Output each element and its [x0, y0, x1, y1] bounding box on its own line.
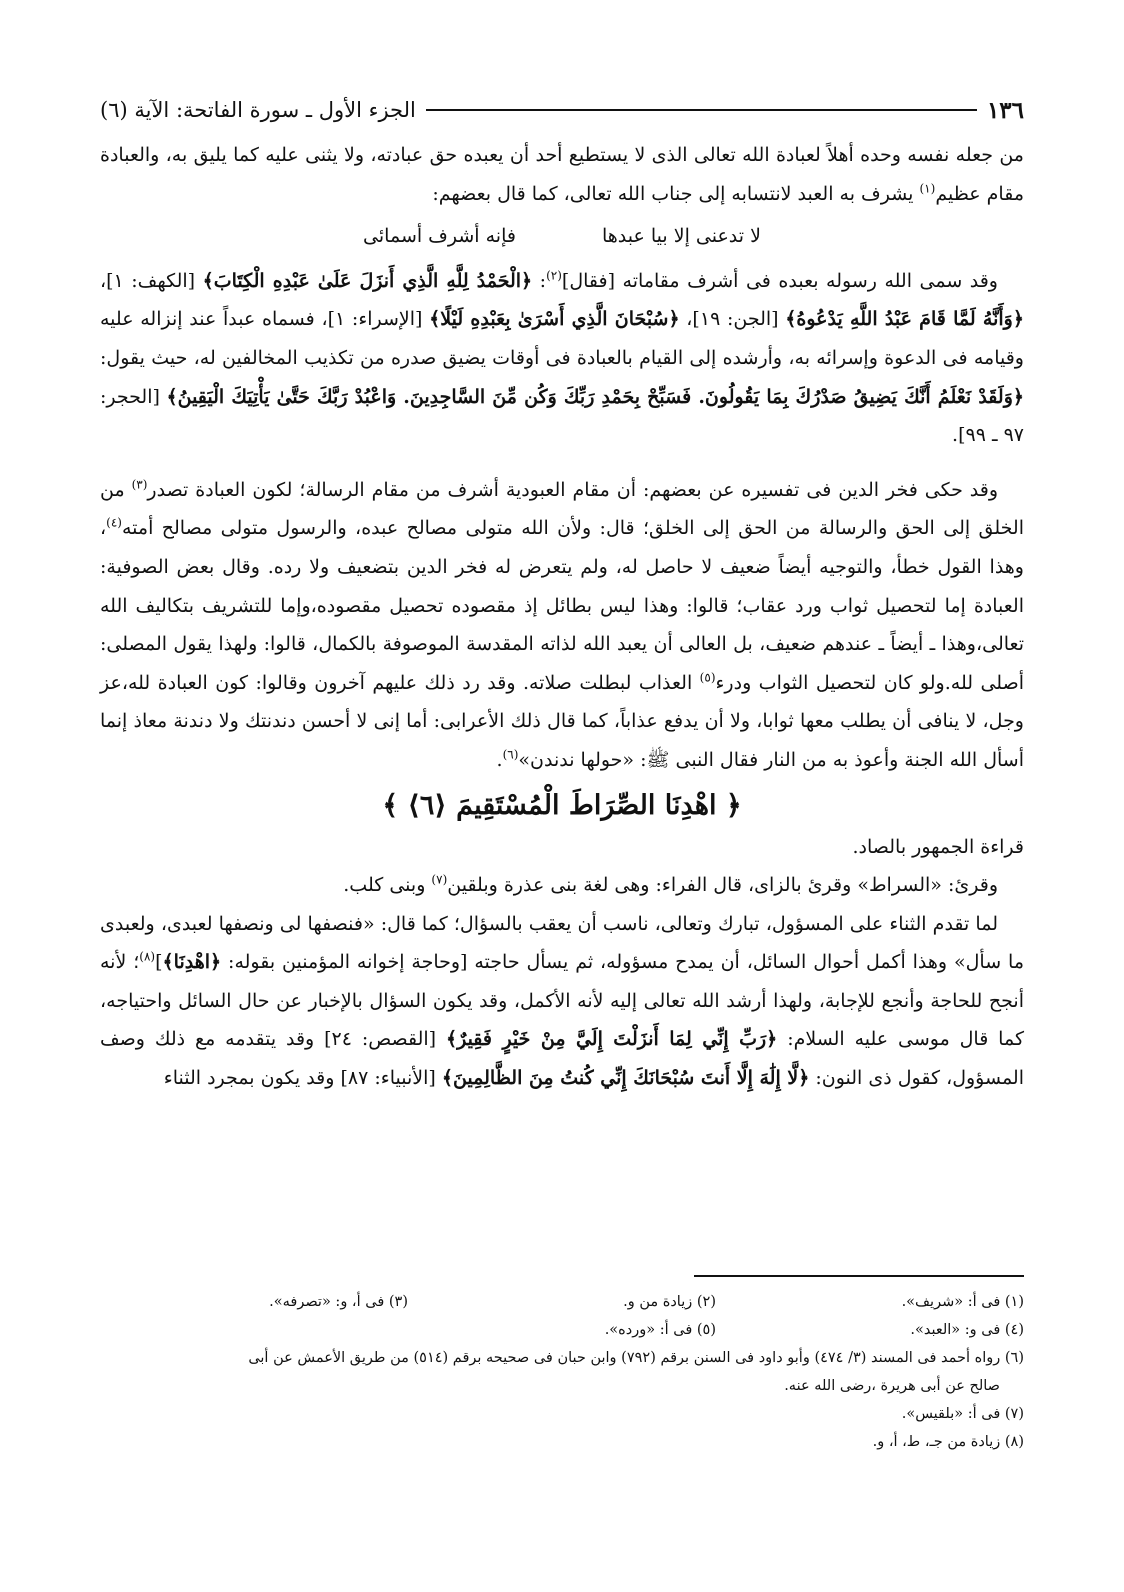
- footnote-row: [100, 1316, 1024, 1344]
- footnote-ref[interactable]: (٤): [106, 516, 122, 531]
- quran-quote: ﴿وَلَقَدْ نَعْلَمُ أَنَّكَ يَضِيقُ صَدْرُكَ بِمَا يَقُولُونَ. فَسَبِّحْ بِحَمْدِ رَبِّكَ وَكُن مِّنَ السَّاجِدِينَ. وَاعْبُدْ رَبَّكَ حَتَّىٰ يَأْتِيَكَ الْيَقِينُ﴾: [166, 385, 1025, 408]
- page-header: [100, 92, 1024, 128]
- paragraph-2: وقد سمى الله رسوله بعبده فى أشرف مقاماته [فقال]$^{(٢)}$: ﴿الْحَمْدُ لِلَّهِ الَّذِي أَنزَلَ عَلَىٰ عَبْدِهِ الْكِتَابَ﴾ [الكهف: ١]، ﴿وَأَنَّهُ لَمَّا قَامَ عَبْدُ اللَّهِ يَدْعُوهُ﴾ [الجن: ١٩]، ﴿سُبْحَانَ الَّذِي أَسْرَىٰ بِعَبْدِهِ لَيْلًا﴾ [الإسراء: ١]، فسماه عبداً عند إنزاله عليه وقيامه فى الدعوة وإسرائه به، وأرشده إلى القيام بالعبادة فى أوقات يضيق صدره من تكذيب المخالفين له، حيث يقول: ﴿وَلَقَدْ نَعْلَمُ أَنَّكَ يَضِيقُ صَدْرُكَ بِمَا يَقُولُونَ. فَسَبِّحْ بِحَمْدِ رَبِّكَ وَكُن مِّنَ السَّاجِدِينَ. وَاعْبُدْ رَبَّكَ حَتَّىٰ يَأْتِيَكَ الْيَقِينُ﴾ [الحجر: ٩٧ ـ ٩٩].: [100, 268, 1025, 447]
- footnote-ref[interactable]: (٦): [502, 747, 519, 762]
- page-number: ١٣٦: [986, 96, 1024, 124]
- verse-hemistich-2: فإنه أشرف أسمائى: [363, 225, 516, 248]
- footnote-ref[interactable]: (٣): [131, 477, 148, 492]
- footnote-1: (١) فى أ: «شريف».: [901, 1294, 1024, 1310]
- footnote-ref[interactable]: (٥): [699, 670, 716, 685]
- footnote-4: (٤) فى و: «العبد».: [910, 1322, 1024, 1338]
- footnote-8: (٨) زيادة من جـ، ط، أ، و.: [872, 1434, 1024, 1450]
- footnote-3: (٣) فى أ، و: «تصرفه».: [269, 1294, 408, 1310]
- paragraph-1: من جعله نفسه وحده أهلاً لعبادة الله تعالى الذى لا يستطيع أحد أن يعبده حق عبادته، ولا يثنى عليه كما يليق به، والعبادة مقام عظيم$^{(١)}$ يشرف به العبد لانتسابه إلى جناب الله تعالى، كما قال بعضهم:: [100, 144, 1024, 205]
- paragraph-gap: [100, 455, 1024, 471]
- footnote-row-filler: [100, 1316, 408, 1344]
- footnote-7: (٧) فى أ: «بلقيس».: [901, 1406, 1024, 1422]
- quran-quote: ﴿لَّا إِلَٰهَ إِلَّا أَنتَ سُبْحَانَكَ إِنِّي كُنتُ مِنَ الظَّالِمِينَ﴾: [441, 1067, 810, 1090]
- footnote-2: (٢) زيادة من و.: [623, 1294, 716, 1310]
- footnotes: [100, 1288, 1024, 1456]
- quran-quote: ﴿اهْدِنَا﴾: [162, 951, 222, 974]
- footnote-5: (٥) فى أ: «ورده».: [604, 1322, 716, 1338]
- footnote-ref[interactable]: (٢): [546, 268, 562, 283]
- paragraph-4: قراءة الجمهور بالصاد.: [852, 835, 1024, 858]
- ayah-heading: ﴿ اهْدِنَا الصِّرَاطَ الْمُسْتَقِيمَ ⟨٦⟩ ﴾: [382, 789, 742, 821]
- footnote-ref[interactable]: (٧): [431, 872, 448, 887]
- quran-quote: ﴿الْحَمْدُ لِلَّهِ الَّذِي أَنزَلَ عَلَىٰ عَبْدِهِ الْكِتَابَ﴾: [202, 269, 533, 292]
- footnote-ref[interactable]: (٨): [139, 949, 156, 964]
- footnote-row: [100, 1288, 1024, 1316]
- running-title: الجزء الأول ـ سورة الفاتحة: الآية (٦): [100, 98, 416, 122]
- header-rule: [426, 109, 977, 111]
- footnote-6-continued: صالح عن أبى هريرة ،رضى الله عنه.: [784, 1378, 1000, 1394]
- paragraph-6: لما تقدم الثناء على المسؤول، تبارك وتعالى، ناسب أن يعقب بالسؤال؛ كما قال: «فنصفها لى ونصفها لعبدى، ولعبدى ما سأل» وهذا أكمل أحوال السائل، أن يمدح مسؤوله، ثم يسأل حاجته [وحاجة إخوانه المؤمنين بقوله: ﴿اهْدِنَا﴾]$^{(٨)}$؛ لأنه أنجح للحاجة وأنجع للإجابة، ولهذا أرشد الله تعالى إليه لأنه الأكمل، وقد يكون السؤال بالإخبار عن حال السائل واحتياجه، كما قال موسى عليه السلام: ﴿رَبِّ إِنِّي لِمَا أَنزَلْتَ إِلَيَّ مِنْ خَيْرٍ فَقِيرٌ﴾ [القصص: ٢٤] وقد يتقدمه مع ذلك وصف المسؤول، كقول ذى النون: ﴿لَّا إِلَٰهَ إِلَّا أَنتَ سُبْحَانَكَ إِنِّي كُنتُ مِنَ الظَّالِمِينَ﴾ [الأنبياء: ٨٧] وقد يكون بمجرد الثناء: [100, 912, 1025, 1090]
- main-text: [100, 136, 1024, 1098]
- verse-hemistich-1: لا تدعنى إلا بيا عبدها: [602, 225, 761, 248]
- quran-quote: ﴿سُبْحَانَ الَّذِي أَسْرَىٰ بِعَبْدِهِ لَيْلًا﴾: [429, 308, 680, 331]
- paragraph-5: وقرئ: «السراط» وقرئ بالزاى، قال الفراء: وهى لغة بنى عذرة وبلقين$^{(٧)}$ وبنى كلب.: [343, 872, 998, 897]
- paragraph-3: وقد حكى فخر الدين فى تفسيره عن بعضهم: أن مقام العبودية أشرف من مقام الرسالة؛ لكون العبادة تصدر$^{(٣)}$ من الخلق إلى الحق والرسالة من الحق إلى الخلق؛ قال: ولأن الله متولى مصالح عبده، والرسول متولى مصالح أمته$^{(٤)}$، وهذا القول خطأ، والتوجيه أيضاً ضعيف لا حاصل له، ولم يتعرض له فخر الدين بتضعيف ولا رده. وقال بعض الصوفية: العبادة إما لتحصيل ثواب ورد عقاب؛ قالوا: وهذا ليس بطائل إذ مقصوده تحصيل مقصوده،وإما للتشريف بتكاليف الله تعالى،وهذا ـ أيضاً ـ عندهم ضعيف، بل العالى أن يعبد الله لذاته المقدسة الموصوفة بالكمال، قالوا: ولهذا يقول المصلى: أصلى لله.ولو كان لتحصيل الثواب ودرء$^{(٥)}$ العذاب لبطلت صلاته. وقد رد ذلك عليهم آخرون وقالوا: كون العبادة لله،عز وجل، لا ينافى أن يطلب معها ثوابا، ولا أن يدفع عذاباً، كما قال ذلك الأعرابى: أما إنى لا أحسن دندنتك ولا دندنة معاذ إنما أسأل الله الجنة وأعوذ به من النار فقال النبى ﷺ: «حولها ندندن»$^{(٦)}$.: [100, 477, 1024, 771]
- footnote-6: (٦) رواه أحمد فى المسند (٣/ ٤٧٤) وأبو داود فى السنن برقم (٧٩٢) وابن حبان فى صحيحه برقم (٥١٤) من طريق الأعمش عن أبى: [248, 1350, 1024, 1366]
- poetry-verse: [100, 217, 1024, 256]
- quran-quote: ﴿وَأَنَّهُ لَمَّا قَامَ عَبْدُ اللَّهِ يَدْعُوهُ﴾: [785, 308, 1024, 331]
- footnote-separator: [694, 1275, 1024, 1277]
- footnote-ref[interactable]: (١): [919, 181, 936, 196]
- quran-quote: ﴿رَبِّ إِنِّي لِمَا أَنزَلْتَ إِلَيَّ مِنْ خَيْرٍ فَقِيرٌ﴾: [445, 1028, 778, 1051]
